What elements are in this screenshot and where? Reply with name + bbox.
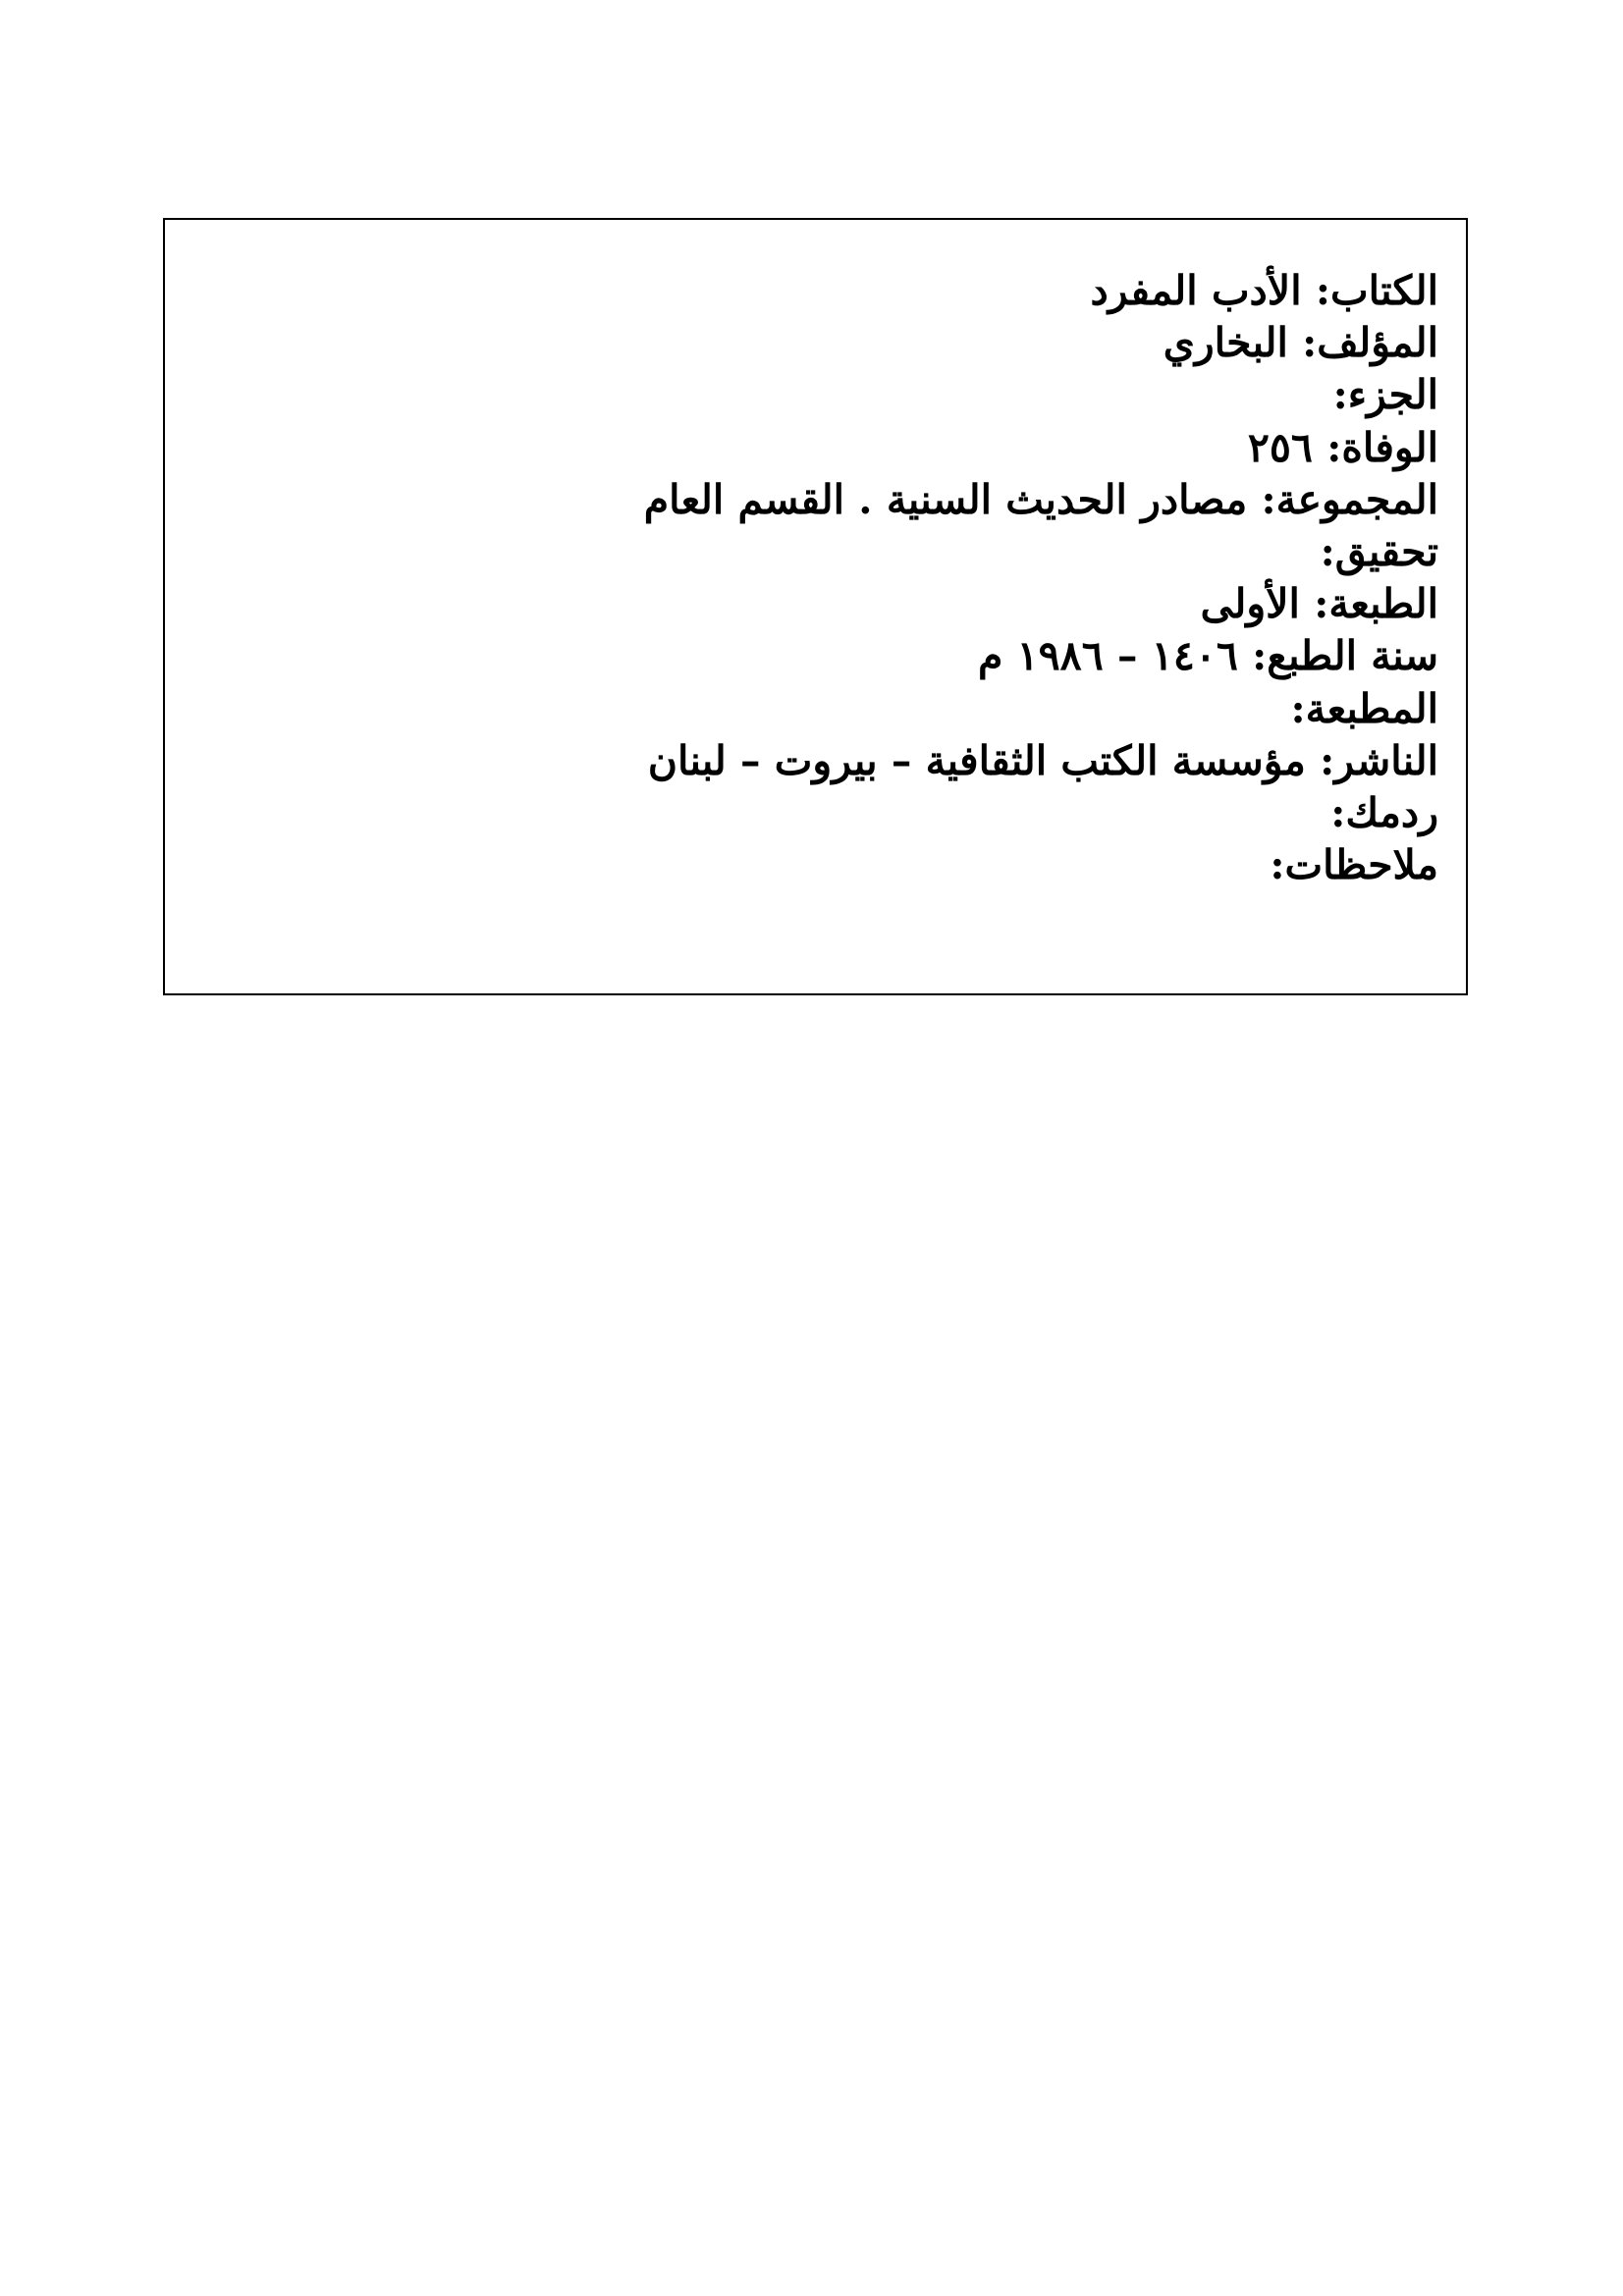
row-book-title <box>644 265 1438 317</box>
row-death-year <box>644 422 1438 474</box>
row-edition-label: الطبعة: <box>1314 580 1438 628</box>
row-publisher <box>644 735 1438 787</box>
row-notes <box>644 839 1438 891</box>
row-author <box>644 317 1438 369</box>
row-editor-label: تحقيق: <box>1320 527 1438 575</box>
row-print-year <box>644 630 1438 682</box>
row-collection-label: المجموعة: <box>1261 475 1438 523</box>
row-print-year-value: ١٤٠٦ – ١٩٨٦ م <box>977 632 1238 680</box>
row-book-title-value: الأدب المفرد <box>1090 267 1302 314</box>
book-info-card <box>163 218 1468 995</box>
row-publisher-value: مؤسسة الكتب الثقافية – بيروت – لبنان <box>647 736 1306 784</box>
row-death-year-label: الوفاة: <box>1326 423 1438 471</box>
row-edition-value: الأولى <box>1200 580 1300 628</box>
row-printing-house-label: المطبعة: <box>1290 684 1438 732</box>
row-collection <box>644 474 1438 526</box>
row-death-year-value: ٢٥٦ <box>1247 423 1313 471</box>
row-isbn-label: ردمك: <box>1330 788 1438 836</box>
book-info-list <box>644 265 1438 891</box>
row-publisher-label: الناشر: <box>1320 736 1438 784</box>
row-book-title-label: الكتاب: <box>1315 267 1438 314</box>
row-editor <box>644 526 1438 578</box>
row-volume-label: الجزء: <box>1332 371 1438 419</box>
row-author-value: البخاري <box>1163 319 1288 367</box>
row-notes-label: ملاحظات: <box>1270 841 1438 889</box>
row-isbn <box>644 787 1438 839</box>
row-edition <box>644 578 1438 630</box>
row-collection-value: مصادر الحديث السنية . القسم العام <box>643 475 1248 523</box>
row-volume <box>644 369 1438 421</box>
row-print-year-label: سنة الطبع: <box>1252 632 1438 680</box>
row-printing-house <box>644 683 1438 735</box>
row-author-label: المؤلف: <box>1302 319 1438 367</box>
